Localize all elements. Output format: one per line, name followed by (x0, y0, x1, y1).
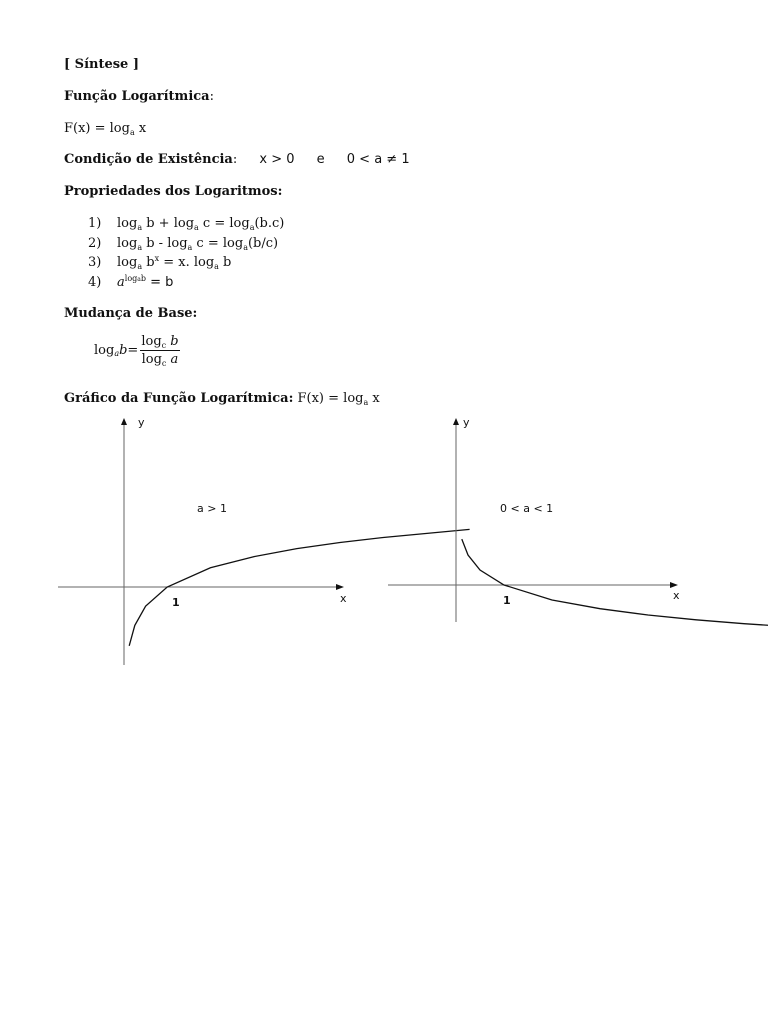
item-sup: log (124, 273, 138, 283)
fraction (140, 334, 179, 367)
condicao-colon: : (232, 152, 238, 167)
item-sub: a (243, 242, 248, 252)
list-item (88, 214, 284, 234)
funcao-label: Função Logarítmica (64, 89, 210, 104)
item-sup: x (154, 254, 160, 263)
x-axis-arrow-icon (336, 584, 344, 590)
grafico-title: Gráfico da Função Logarítmica: (64, 391, 294, 406)
item-sub: a (194, 223, 199, 232)
item-text: b (218, 255, 232, 270)
item-sub: a (187, 242, 193, 252)
propriedades-list (88, 214, 284, 292)
condicao-part2: 0 < a ≠ 1 (346, 152, 410, 167)
item-sub: a (137, 262, 143, 271)
item-text: (b/c) (247, 235, 279, 251)
item-sup: b (140, 273, 146, 283)
formula-text: log (94, 343, 115, 358)
chart-annotation: a > 1 (197, 502, 227, 515)
grafico-formula-lhs: F(x) = log (293, 391, 364, 406)
x-axis-arrow-icon (670, 582, 678, 588)
list-item (88, 253, 284, 273)
fraction-numerator: $\log_c b$ (141, 334, 179, 350)
item-text: b (142, 255, 155, 270)
y-axis-arrow-icon (121, 418, 127, 425)
formula-text: b (119, 343, 128, 358)
item-text: = b (145, 274, 174, 290)
mudanca-title: Mudança de Base: (64, 306, 198, 321)
x-axis-label: x (673, 589, 680, 602)
x-axis-label: x (340, 592, 347, 605)
formula-line (64, 121, 146, 138)
x-tick-label: 1 (503, 594, 511, 607)
condicao-connector: e (316, 152, 325, 167)
log-graphs (0, 410, 768, 680)
grafico-line (64, 391, 380, 408)
section-heading: [ Síntese ] (64, 57, 139, 72)
list-item (88, 273, 284, 293)
item-text: log (117, 255, 138, 270)
formula-lhs: F(x) = log (64, 121, 130, 136)
item-text: c = log (198, 216, 250, 231)
item-number: 3) (88, 255, 102, 270)
formula-eq: = (127, 343, 139, 358)
item-sub: a (137, 223, 143, 232)
item-text: (b.c) (254, 216, 285, 231)
item-sub: a (137, 242, 143, 252)
formula-arg: x (134, 121, 147, 136)
formula-base: a (129, 128, 135, 137)
propriedades-title: Propriedades dos Logaritmos: (64, 184, 283, 199)
item-text: b + log (142, 216, 195, 231)
x-tick-label: 1 (172, 596, 180, 609)
log-curve (129, 529, 469, 645)
item-sup-sub: a (137, 275, 141, 283)
mudanca-formula (94, 334, 180, 367)
grafico-formula-arg: x (368, 391, 380, 406)
y-axis-label: y (463, 416, 470, 429)
condicao-part1: x > 0 (259, 152, 295, 167)
funcao-colon: : (209, 89, 214, 104)
item-text: c = log (192, 235, 244, 251)
item-text: b - log (142, 235, 188, 251)
formula-sub: a (114, 349, 120, 358)
item-sub: a (214, 262, 219, 271)
item-text: a (117, 274, 125, 290)
funcao-line (64, 89, 214, 105)
fraction-denominator: $\log_c a$ (141, 352, 179, 368)
condicao-line (64, 152, 410, 168)
chart-annotation: 0 < a < 1 (500, 502, 554, 515)
item-text: log (117, 235, 138, 251)
condicao-label: Condição de Existência (64, 152, 233, 167)
item-number: 4) (88, 274, 102, 290)
y-axis-arrow-icon (453, 418, 459, 425)
item-text: = x. log (159, 255, 215, 270)
item-number: 1) (88, 216, 102, 231)
y-axis-label: y (138, 416, 145, 429)
item-text: log (117, 216, 138, 231)
grafico-formula-base: a (363, 398, 369, 407)
list-item (88, 234, 284, 254)
item-number: 2) (88, 235, 102, 251)
item-sub: a (249, 223, 255, 232)
